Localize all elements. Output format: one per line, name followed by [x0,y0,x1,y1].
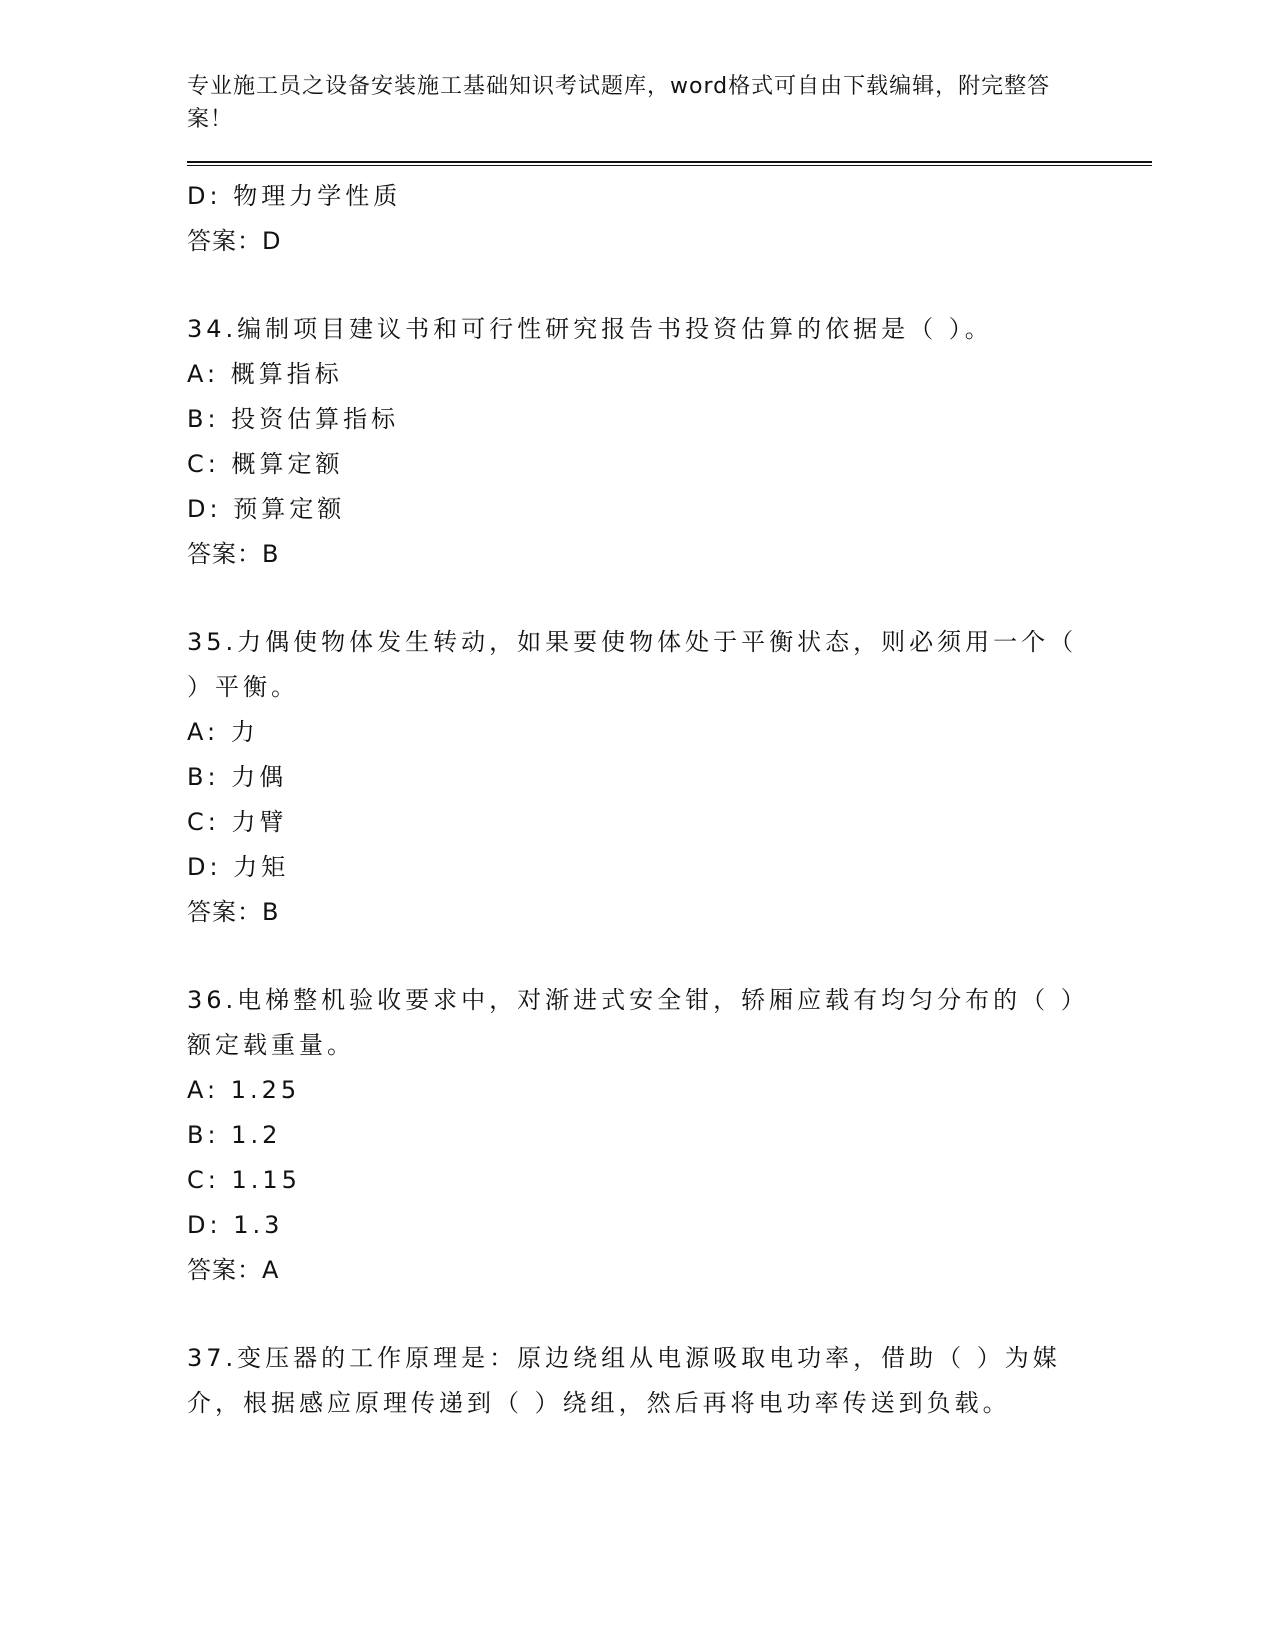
question-text: 35.力偶使物体发生转动，如果要使物体处于平衡状态，则必须用一个（ ）平衡。 [187,628,1078,701]
answer: 答案：B [187,898,280,926]
option-b: B: 1.2 [187,1121,282,1149]
option-c: C: 1.15 [187,1166,301,1194]
question-text: 37.变压器的工作原理是：原边绕组从电源吸取电功率，借助（ ）为媒介，根据感应原理传递到（ ）绕组，然后再将电功率传送到负载。 [187,1344,1061,1417]
option-c: C: 概算定额 [187,450,344,478]
question-text: 34.编制项目建议书和可行性研究报告书投资估算的依据是（ ）。 [187,315,993,343]
question-35 [187,620,1152,935]
page-header: 专业施工员之设备安装施工基础知识考试题库，word格式可自由下载编辑，附完整答案！ [187,74,1051,132]
option-a: A: 力 [187,718,259,746]
option-c: C: 力臂 [187,808,288,836]
option-d: D: 预算定额 [187,495,346,523]
option-d: D: 物理力学性质 [187,182,402,210]
option-b: B: 投资估算指标 [187,405,400,433]
option-d: D: 1.3 [187,1211,284,1239]
header-divider [187,161,1152,166]
answer: 答案：A [187,1256,280,1284]
document-page [187,70,1152,1426]
question-34 [187,307,1152,577]
question-37 [187,1336,1152,1426]
question-33-tail [187,174,1152,264]
question-text: 36.电梯整机验收要求中，对渐进式安全钳，轿厢应载有均匀分布的（ ）额定载重量。 [187,986,1077,1059]
option-a: A: 1.25 [187,1076,301,1104]
option-b: B: 力偶 [187,763,288,791]
answer: 答案：D [187,227,282,255]
option-d: D: 力矩 [187,853,290,881]
option-a: A: 概算指标 [187,360,343,388]
question-36 [187,978,1152,1293]
answer: 答案：B [187,540,280,568]
